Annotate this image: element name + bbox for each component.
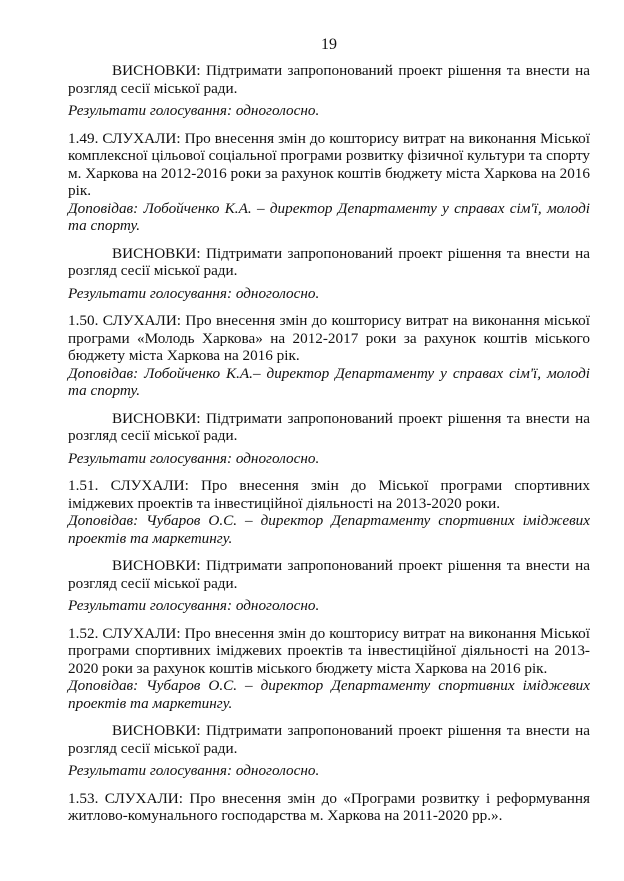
document-page (68, 0, 590, 825)
speaker-line: Доповідав: Чубаров О.С. – директор Департаменту спортивних іміджевих проектів та маркетингу. (68, 512, 590, 547)
voting-result: Результати голосування: одноголосно. (68, 102, 320, 119)
heard-paragraph-1-51: 1.51. СЛУХАЛИ: Про внесення змін до Міської програми спортивних іміджевих проектів та інвестиційної діяльності на 2013-2020 роки. (68, 477, 590, 512)
speaker-line: Доповідав: Лобойченко К.А. – директор Департаменту у справах сім'ї, молоді та спорту. (68, 199, 590, 234)
voting-result: Результати голосування: одноголосно. (68, 284, 320, 302)
heard-paragraph-1-49: 1.49. СЛУХАЛИ: Про внесення змін до кошторису витрат на виконання Міської комплексної цільової соціальної програми розвитку фізичної культури та спорту м. Харкова на 2012-2016 роки за рахунок коштів бюджету міста Харкова на 2016 рік. (68, 129, 590, 199)
heard-paragraph-1-50: 1.50. СЛУХАЛИ: Про внесення змін до кошторису витрат на виконання міської програми «Молодь Харкова» на 2012-2017 роки за рахунок коштів міського бюджету міста Харкова на 2016 рік. (68, 312, 590, 364)
conclusion-paragraph: ВИСНОВКИ: Підтримати запропонований проект рішення та внести на розгляд сесії міської ради. (68, 409, 590, 444)
heard-paragraph-1-52: 1.52. СЛУХАЛИ: Про внесення змін до кошторису витрат на виконання Міської програми спортивних іміджевих проектів та інвестиційної діяльності на 2013-2020 роки за рахунок коштів міського бюджету міста Харкова на 2016 рік. (68, 624, 590, 677)
voting-result: Результати голосування: одноголосно. (68, 762, 320, 779)
voting-result: Результати голосування: одноголосно. (68, 597, 320, 614)
page-number: 19 (321, 36, 337, 53)
voting-result: Результати голосування: одноголосно. (68, 449, 320, 467)
conclusion-paragraph: ВИСНОВКИ: Підтримати запропонований проект рішення та внести на розгляд сесії міської ради. (68, 722, 590, 757)
speaker-line: Доповідав: Лобойченко К.А.– директор Департаменту у справах сім'ї, молоді та спорту. (68, 364, 590, 399)
conclusion-paragraph: ВИСНОВКИ: Підтримати запропонований проект рішення та внести на розгляд сесії міської ради. (68, 557, 590, 592)
heard-paragraph-1-53: 1.53. СЛУХАЛИ: Про внесення змін до «Програми розвитку і реформування житлово-комунального господарства м. Харкова на 2011-2020 рр.». (68, 789, 590, 824)
conclusion-paragraph: ВИСНОВКИ: Підтримати запропонований проект рішення та внести на розгляд сесії міської ради. (68, 244, 590, 279)
speaker-line: Доповідав: Чубаров О.С. – директор Департаменту спортивних іміджевих проектів та маркетингу. (68, 677, 590, 712)
conclusion-paragraph: ВИСНОВКИ: Підтримати запропонований проект рішення та внести на розгляд сесії міської ради. (68, 62, 590, 97)
